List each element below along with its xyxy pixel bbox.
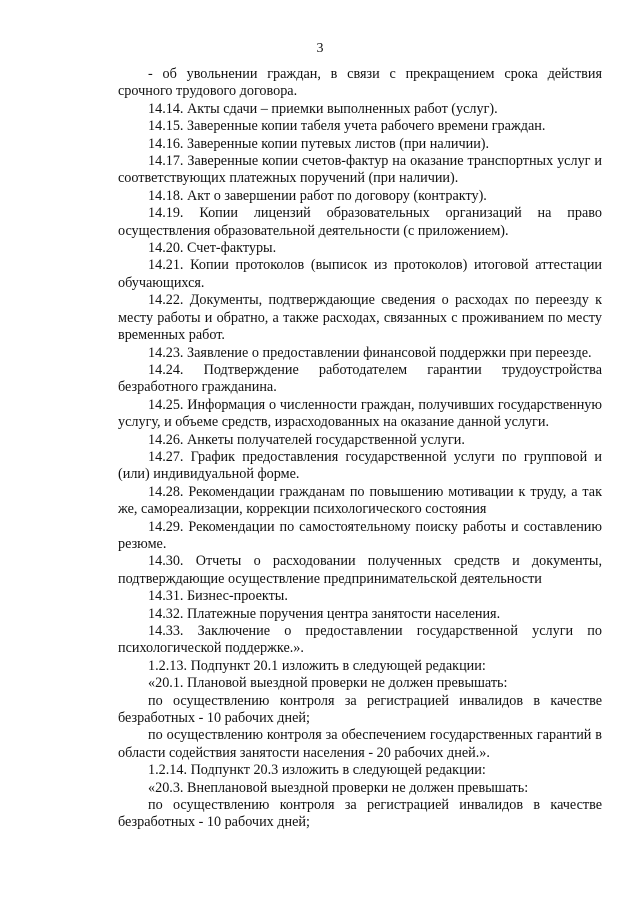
paragraph-14-17: 14.17. Заверенные копии счетов-фактур на оказание транспортных услуг и соответствующих платежных поручений (при наличии). [118,153,602,187]
paragraph-20-1-guarantees: по осуществлению контроля за обеспечением государственных гарантий в области содействия занятости населения - 20 рабочих дней.». [118,727,602,761]
document-body [118,66,602,832]
paragraph-20-1: «20.1. Плановой выездной проверки не должен превышать: [148,675,508,692]
page-number: 3 [316,41,324,56]
paragraph-14-20: 14.20. Счет-фактуры. [148,240,277,257]
paragraph-14-28: 14.28. Рекомендации гражданам по повышению мотивации к труду, а так же, самореализации, коррекции психологического состояния [118,483,602,518]
paragraph-1-2-14: 1.2.14. Подпункт 20.3 изложить в следующей редакции: [148,762,486,779]
paragraph-14-23: 14.23. Заявление о предоставлении финансовой поддержки при переезде. [148,344,592,361]
paragraph-14-33: 14.33. Заключение о предоставлении государственной услуги по психологической поддержке.». [118,623,602,657]
paragraph-dismissal: - об увольнении граждан, в связи с прекращением срока действия срочного трудового договора. [118,66,602,100]
paragraph-14-21: 14.21. Копии протоколов (выписок из протоколов) итоговой аттестации обучающихся. [118,257,602,291]
paragraph-20-3: «20.3. Внеплановой выездной проверки не должен превышать: [148,779,529,796]
paragraph-20-1-disabled: по осуществлению контроля за регистрацией инвалидов в качестве безработных - 10 рабочих дней; [118,692,602,727]
paragraph-20-3-disabled: по осуществлению контроля за регистрацией инвалидов в качестве безработных - 10 рабочих дней; [118,797,602,831]
paragraph-14-31: 14.31. Бизнес-проекты. [148,588,288,605]
paragraph-14-16: 14.16. Заверенные копии путевых листов (при наличии). [148,135,490,152]
paragraph-14-29: 14.29. Рекомендации по самостоятельному поиску работы и составлению резюме. [118,518,602,552]
paragraph-14-27: 14.27. График предоставления государственной услуги по групповой и (или) индивидуальной форме. [118,448,602,483]
paragraph-14-14: 14.14. Акты сдачи – приемки выполненных работ (услуг). [148,100,498,117]
paragraph-1-2-13: 1.2.13. Подпункт 20.1 изложить в следующей редакции: [148,657,486,674]
paragraph-14-22: 14.22. Документы, подтверждающие сведения о расходах по переезду к месту работы и обратно, а также расходах, связанных с проживанием по месту временных работ. [118,292,602,344]
paragraph-14-18: 14.18. Акт о завершении работ по договору (контракту). [148,187,487,204]
paragraph-14-30: 14.30. Отчеты о расходовании полученных средств и документы, подтверждающие осуществление предпринимательской деятельности [118,553,602,587]
paragraph-14-15: 14.15. Заверенные копии табеля учета рабочего времени граждан. [148,118,546,135]
paragraph-14-26: 14.26. Анкеты получателей государственной услуги. [148,431,465,448]
paragraph-14-19: 14.19. Копии лицензий образовательных организаций на право осуществления образовательной деятельности (с приложением). [118,205,602,239]
paragraph-14-25: 14.25. Информация о численности граждан, получивших государственную услугу, и объеме средств, израсходованных на оказание данной услуги. [118,396,602,431]
paragraph-14-24: 14.24. Подтверждение работодателем гарантии трудоустройства безработного гражданина. [118,361,602,396]
paragraph-14-32: 14.32. Платежные поручения центра занятости населения. [148,605,501,622]
